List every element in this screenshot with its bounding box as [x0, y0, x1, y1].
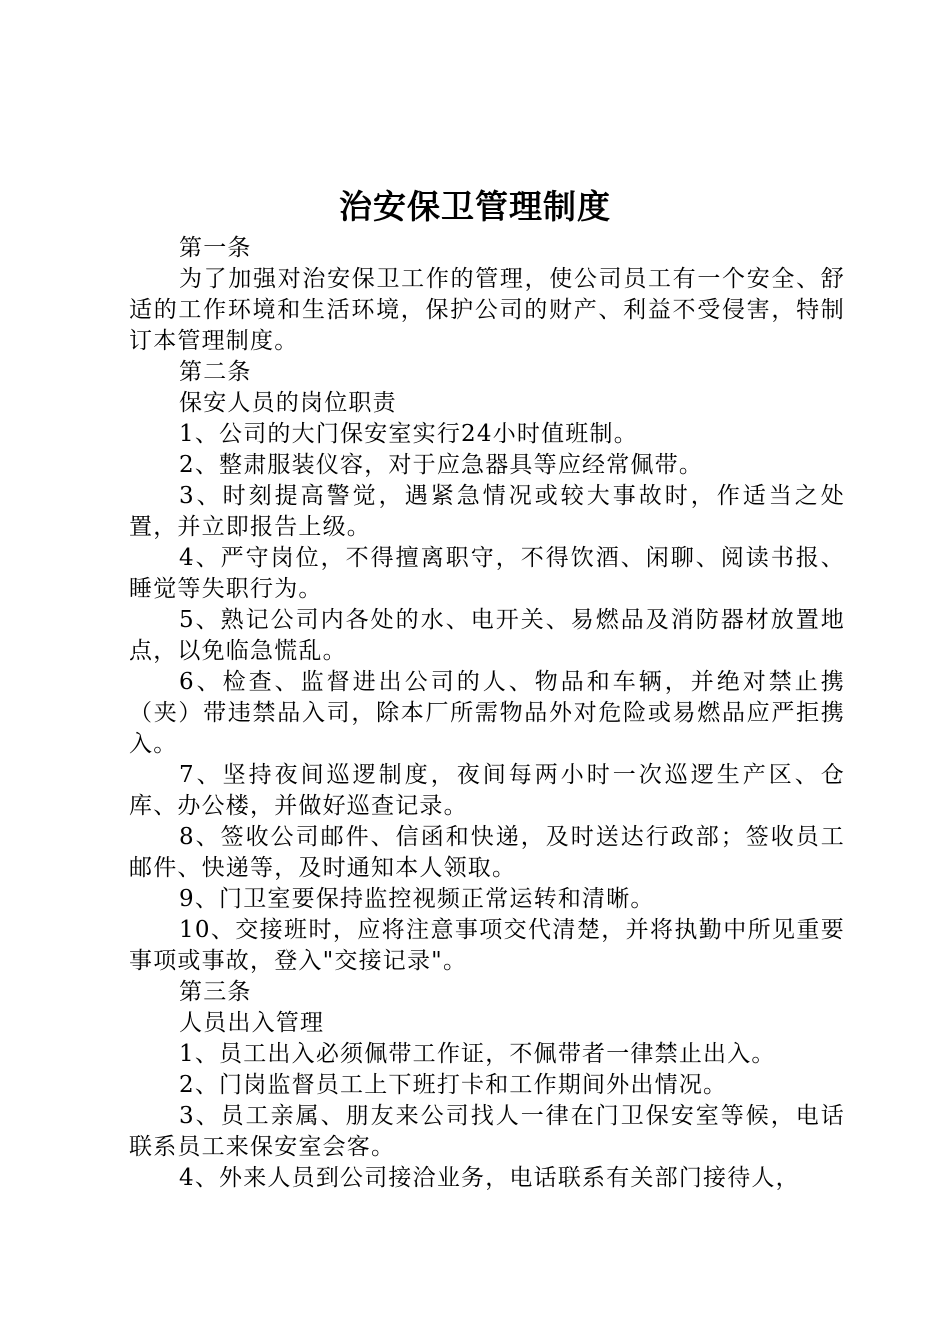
document-body — [129, 233, 845, 1194]
list-item: 5、熟记公司内各处的水、电开关、易燃品及消防器材放置地点，以免临急慌乱。 — [129, 607, 845, 664]
list-item: 7、坚持夜间巡逻制度，夜间每两小时一次巡逻生产区、仓库、办公楼，并做好巡查记录。 — [129, 762, 845, 819]
list-item: 10、交接班时，应将注意事项交代清楚，并将执勤中所见重要事项或事故，登入"交接记录"。 — [129, 917, 845, 974]
list-item: 4、外来人员到公司接洽业务，电话联系有关部门接待人， — [179, 1165, 800, 1191]
list-item: 3、员工亲属、朋友来公司找人一律在门卫保安室等候，电话联系员工来保安室会客。 — [129, 1103, 845, 1160]
list-item: 2、整肃服装仪容，对于应急器具等应经常佩带。 — [179, 452, 704, 478]
list-item: 6、检查、监督进出公司的人、物品和车辆，并绝对禁止携（夹）带违禁品入司，除本厂所需物品外对危险或易燃品应严拒携入。 — [129, 669, 845, 757]
list-item: 9、门卫室要保持监控视频正常运转和清晰。 — [179, 886, 655, 912]
article-heading: 第三条 — [179, 979, 252, 1005]
article-heading: 第一条 — [179, 235, 252, 261]
article-heading: 第二条 — [179, 359, 252, 385]
list-item: 1、公司的大门保安室实行24小时值班制。 — [179, 421, 638, 447]
section-heading: 人员出入管理 — [179, 1010, 325, 1036]
list-item: 1、员工出入必须佩带工作证，不佩带者一律禁止出入。 — [179, 1041, 776, 1067]
section-heading: 保安人员的岗位职责 — [179, 390, 397, 416]
list-item: 2、门岗监督员工上下班打卡和工作期间外出情况。 — [179, 1072, 728, 1098]
list-item: 3、时刻提高警觉，遇紧急情况或较大事故时，作适当之处置，并立即报告上级。 — [129, 483, 845, 540]
document-title: 治安保卫管理制度 — [339, 187, 611, 226]
paragraph: 为了加强对治安保卫工作的管理，使公司员工有一个安全、舒适的工作环境和生活环境，保护公司的财产、利益不受侵害，特制订本管理制度。 — [129, 266, 845, 354]
list-item: 4、严守岗位，不得擅离职守，不得饮酒、闲聊、阅读书报、睡觉等失职行为。 — [129, 545, 845, 602]
list-item: 8、签收公司邮件、信函和快递，及时送达行政部；签收员工邮件、快递等，及时通知本人领取。 — [129, 824, 845, 881]
